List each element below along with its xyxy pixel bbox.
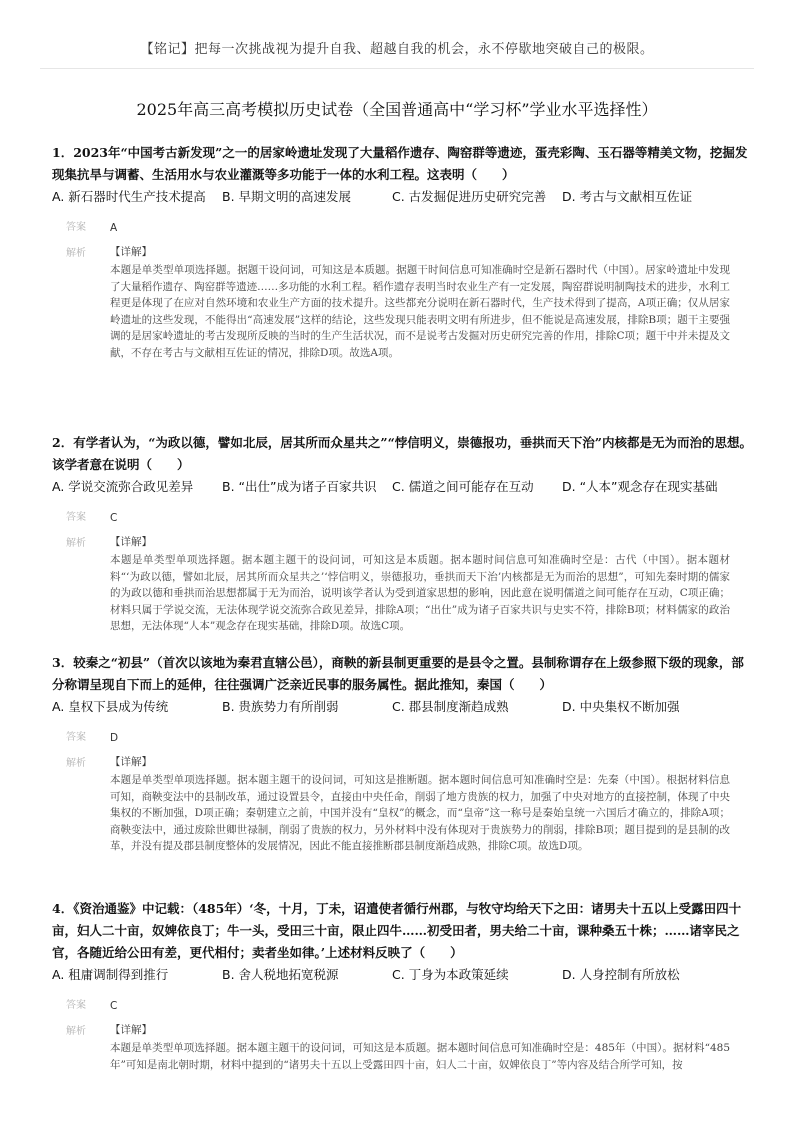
answer-label: 答案 <box>66 512 86 523</box>
option-a: A. 租庸调制得到推行 <box>52 967 169 982</box>
explanation-row <box>52 754 752 855</box>
detail-heading: 【详解】 <box>110 246 152 258</box>
option-a: A. 学说交流弥合政见差异 <box>52 479 194 494</box>
detail-heading: 【详解】 <box>110 536 152 548</box>
question-2 <box>52 432 752 635</box>
option-b: B. 舍人税地拓宽税源 <box>222 967 339 982</box>
option-c: C. 丁身为本政策延续 <box>392 967 509 982</box>
answer-label: 答案 <box>66 1000 86 1011</box>
option-b: B. 早期文明的高速发展 <box>222 189 352 204</box>
option-b: B. “出仕”成为诸子百家共识 <box>222 479 377 494</box>
question-stem: 2．有学者认为，“为政以德，譬如北辰，居其所而众星共之”“悖信明义，崇德报功，垂拱而天下治”内核都是无为而治的思想。该学者意在说明（ ） <box>52 435 752 472</box>
answer-row <box>52 730 752 746</box>
question-stem: 3．较秦之“初县”（首次以该地为秦君直辖公邑），商鞅的新县制更重要的是县令之置。县制称谓存在上级参照下级的现象，部分称谓呈现自下而上的延伸，往往强调广泛亲近民事的服务属性。据此推知，秦国（ ） <box>52 655 744 692</box>
option-c: C. 儒道之间可能存在互动 <box>392 479 534 494</box>
options-row <box>52 186 752 208</box>
explanation-text: 本题是单类型单项选择题。据本题主题干的设问词，可知这是推断题。据本题时间信息可知准确时空是：先秦（中国）。根据材料信息可知，商鞅变法中的县制改革，通过设置县令，直接由中央任命，削弱了地方贵族的权力，加强了中央对地方的直接控制，体现了中央集权的不断加强，D项正确；秦朝建立之前，中国并没有“皇权”的概念，而“皇帝”这一称号是秦始皇统一六国后才确立的，排除A项；商鞅变法中，通过废除世卿世禄制，削弱了贵族的权力，另外材料中没有体现对于贵族势力的削弱，排除B项；题目提到的是县制的改革，并没有提及郡县制度整体的发展情况，因此不能直接推断郡县制度渐趋成熟，排除C项。故选D项。 <box>110 774 730 852</box>
answer-label: 答案 <box>66 222 86 233</box>
question-1 <box>52 142 752 361</box>
options-row <box>52 696 752 718</box>
question-4 <box>52 898 752 1073</box>
option-b: B. 贵族势力有所削弱 <box>222 699 339 714</box>
answer-row <box>52 220 752 236</box>
page-title: 2025年高三高考模拟历史试卷（全国普通高中“学习杯”学业水平选择性） <box>136 100 658 119</box>
explanation-row <box>52 534 752 635</box>
option-c: C. 古发掘促进历史研究完善 <box>392 189 547 204</box>
explanation-row <box>52 1022 752 1073</box>
analysis-label: 解析 <box>66 248 86 259</box>
options-row <box>52 476 752 498</box>
explanation-text: 本题是单类型单项选择题。据本题主题干的设问词，可知这是本质题。据本题时间信息可知准确时空是：485年（中国）。据材料“485年”可知是南北朝时期，材料中提到的“诸男夫十五以上受露田四十亩，妇人二十亩，奴婢依良丁”等内容及结合所学可知，按 <box>110 1042 730 1071</box>
analysis-label: 解析 <box>66 1026 86 1037</box>
option-d: D. “人本”观念存在现实基础 <box>562 479 718 494</box>
detail-heading: 【详解】 <box>110 756 152 768</box>
analysis-label: 解析 <box>66 538 86 549</box>
option-d: D. 考古与文献相互佐证 <box>562 189 693 204</box>
explanation-row <box>52 244 752 361</box>
detail-heading: 【详解】 <box>110 1024 152 1036</box>
question-3 <box>52 652 752 855</box>
header-divider <box>40 68 754 69</box>
option-a: A. 新石器时代生产技术提高 <box>52 189 206 204</box>
option-d: D. 中央集权不断加强 <box>562 699 680 714</box>
option-c: C. 郡县制度渐趋成熟 <box>392 699 509 714</box>
answer-value: C <box>110 512 118 524</box>
option-d: D. 人身控制有所放松 <box>562 967 680 982</box>
answer-value: A <box>110 222 118 234</box>
answer-value: C <box>110 1000 118 1012</box>
option-a: A. 皇权下县成为传统 <box>52 699 169 714</box>
explanation-text: 本题是单类型单项选择题。据题干设问词，可知这是本质题。据题干时间信息可知准确时空是新石器时代（中国）。居家岭遗址中发现了大量稻作遗存、陶窑群等遗迹……多功能的水利工程。稻作遗存表明当时农业生产有一定发展，陶窑群说明制陶技术的进步，水利工程更是体现了在应对自然环境和农业生产方面的技术提升。这些都充分说明在新石器时代，生产技术得到了提高，A项正确；仅从居家岭遗址的这些发现，不能得出“高速发展”这样的结论，这些发现只能表明文明有所进步，但不能说是高速发展，排除B项；题干主要强调的是居家岭遗址的考古发现所反映的当时的生产生活状况，而不是说考古发掘对历史研究完善的作用，排除C项；题干中并未提及文献，不存在考古与文献相互佐证的情况，排除D项。故选A项。 <box>110 264 730 359</box>
question-stem: 1．2023年“中国考古新发现”之一的居家岭遗址发现了大量稻作遗存、陶窑群等遗迹，蛋壳彩陶、玉石器等精美文物，挖掘发现集抗旱与调蓄、生活用水与农业灌溉等多功能于一体的水利工程。这表明（ ） <box>52 145 748 182</box>
options-row <box>52 964 752 986</box>
analysis-label: 解析 <box>66 758 86 769</box>
answer-row <box>52 998 752 1014</box>
question-stem: 4．《资治通鉴》中记载：（485年）‘冬，十月，丁未，诏遣使者循行州郡，与牧守均给天下之田：诸男夫十五以上受露田四十亩，妇人二十亩，奴婢依良丁；牛一头，受田三十亩，限止四牛……初受田者，男夫给二十亩，课种桑五十株；……诸宰民之官，各随近给公田有差，更代相付；卖者坐如律。’上述材料反映了（ ） <box>52 901 742 960</box>
answer-label: 答案 <box>66 732 86 743</box>
answer-value: D <box>110 732 119 744</box>
motto-banner: 【铭记】把每一次挑战视为提升自我、超越自我的机会，永不停歇地突破自己的极限。 <box>140 42 654 57</box>
answer-row <box>52 510 752 526</box>
explanation-text: 本题是单类型单项选择题。据本题主题干的设问词，可知这是本质题。据本题时间信息可知准确时空是：古代（中国）。据本题材料“‘为政以德，譬如北辰，居其所而众星共之’‘悖信明义，崇德报功，垂拱而天下治’内核都是无为而治的思想”，可知先秦时期的儒家的为政以德和垂拱而治思想都属于无为而治，说明该学者认为受到道家思想的影响，因此意在说明儒道之间可能存在互动，C项正确；材料只属于学说交流，无法体现学说交流弥合政见差异，排除A项；“出仕”成为诸子百家共识与史实不符，排除B项；材料儒家的政治思想，无法体现“人本”观念存在现实基础，排除D项。故选C项。 <box>110 554 730 632</box>
